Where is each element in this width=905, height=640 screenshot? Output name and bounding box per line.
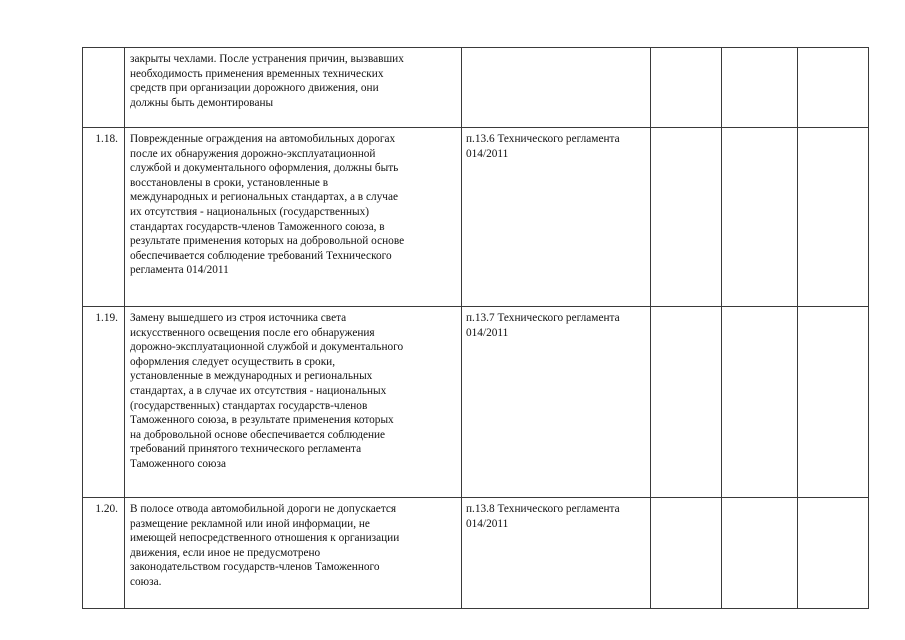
reference-text: п.13.6 Технического регламента 014/2011 — [466, 133, 620, 160]
empty-cell — [722, 307, 798, 498]
requirement-text: закрыты чехлами. После устранения причин, вызвавших необходимость применения временных технических средств при организации дорожного движения, они должны быть демонтированы — [130, 53, 404, 109]
empty-cell — [722, 498, 798, 609]
reference-cell — [462, 48, 651, 128]
row-number-cell — [83, 128, 125, 307]
empty-cell — [722, 48, 798, 128]
table-row — [83, 48, 869, 128]
requirement-text: В полосе отвода автомобильной дороги не допускается размещение рекламной или иной информации, не имеющей непосредственного отношения к организации движения, если иное не предусмотрено законодательством государств-членов Таможенного союза. — [130, 503, 400, 588]
empty-cell — [651, 48, 722, 128]
row-number: 1.18. — [95, 133, 118, 145]
row-number: 1.20. — [95, 503, 118, 515]
empty-cell — [651, 128, 722, 307]
requirement-cell — [125, 307, 462, 498]
reference-cell — [462, 307, 651, 498]
reference-cell — [462, 128, 651, 307]
row-number: 1.19. — [95, 312, 118, 324]
requirement-cell — [125, 498, 462, 609]
empty-cell — [798, 128, 869, 307]
requirement-cell — [125, 48, 462, 128]
table-row — [83, 128, 869, 307]
empty-cell — [798, 307, 869, 498]
empty-cell — [722, 128, 798, 307]
requirements-table — [82, 47, 869, 609]
empty-cell — [651, 307, 722, 498]
row-number-cell — [83, 498, 125, 609]
reference-text: п.13.8 Технического регламента 014/2011 — [466, 503, 620, 530]
empty-cell — [651, 498, 722, 609]
reference-text: п.13.7 Технического регламента 014/2011 — [466, 312, 620, 339]
empty-cell — [798, 498, 869, 609]
requirement-text: Замену вышедшего из строя источника света искусственного освещения после его обнаружения дорожно-эксплуатационной службой и документального оформления следует осуществить в сроки, установленные в международных и региональных стандартах, а в случае их отсутствия - национальных (государственных) стандартах государств-членов Таможенного союза, в результате применения которых на добровольной основе обеспечивается соблюдение требований принятого технического регламента Таможенного союза — [130, 312, 404, 470]
requirement-text: Поврежденные ограждения на автомобильных дорогах после их обнаружения дорожно-эксплуатационной службой и документального оформления, должны быть восстановлены в сроки, установленные в международных и региональных стандартах, а в случае их отсутствия - национальных (государственных) стандартах государств-членов Таможенного союза, в результате применения которых на добровольной основе обеспечивается соблюдение требований Технического регламента 014/2011 — [130, 133, 405, 277]
row-number-cell — [83, 48, 125, 128]
empty-cell — [798, 48, 869, 128]
reference-cell — [462, 498, 651, 609]
table-row — [83, 307, 869, 498]
table-row — [83, 498, 869, 609]
requirement-cell — [125, 128, 462, 307]
row-number-cell — [83, 307, 125, 498]
